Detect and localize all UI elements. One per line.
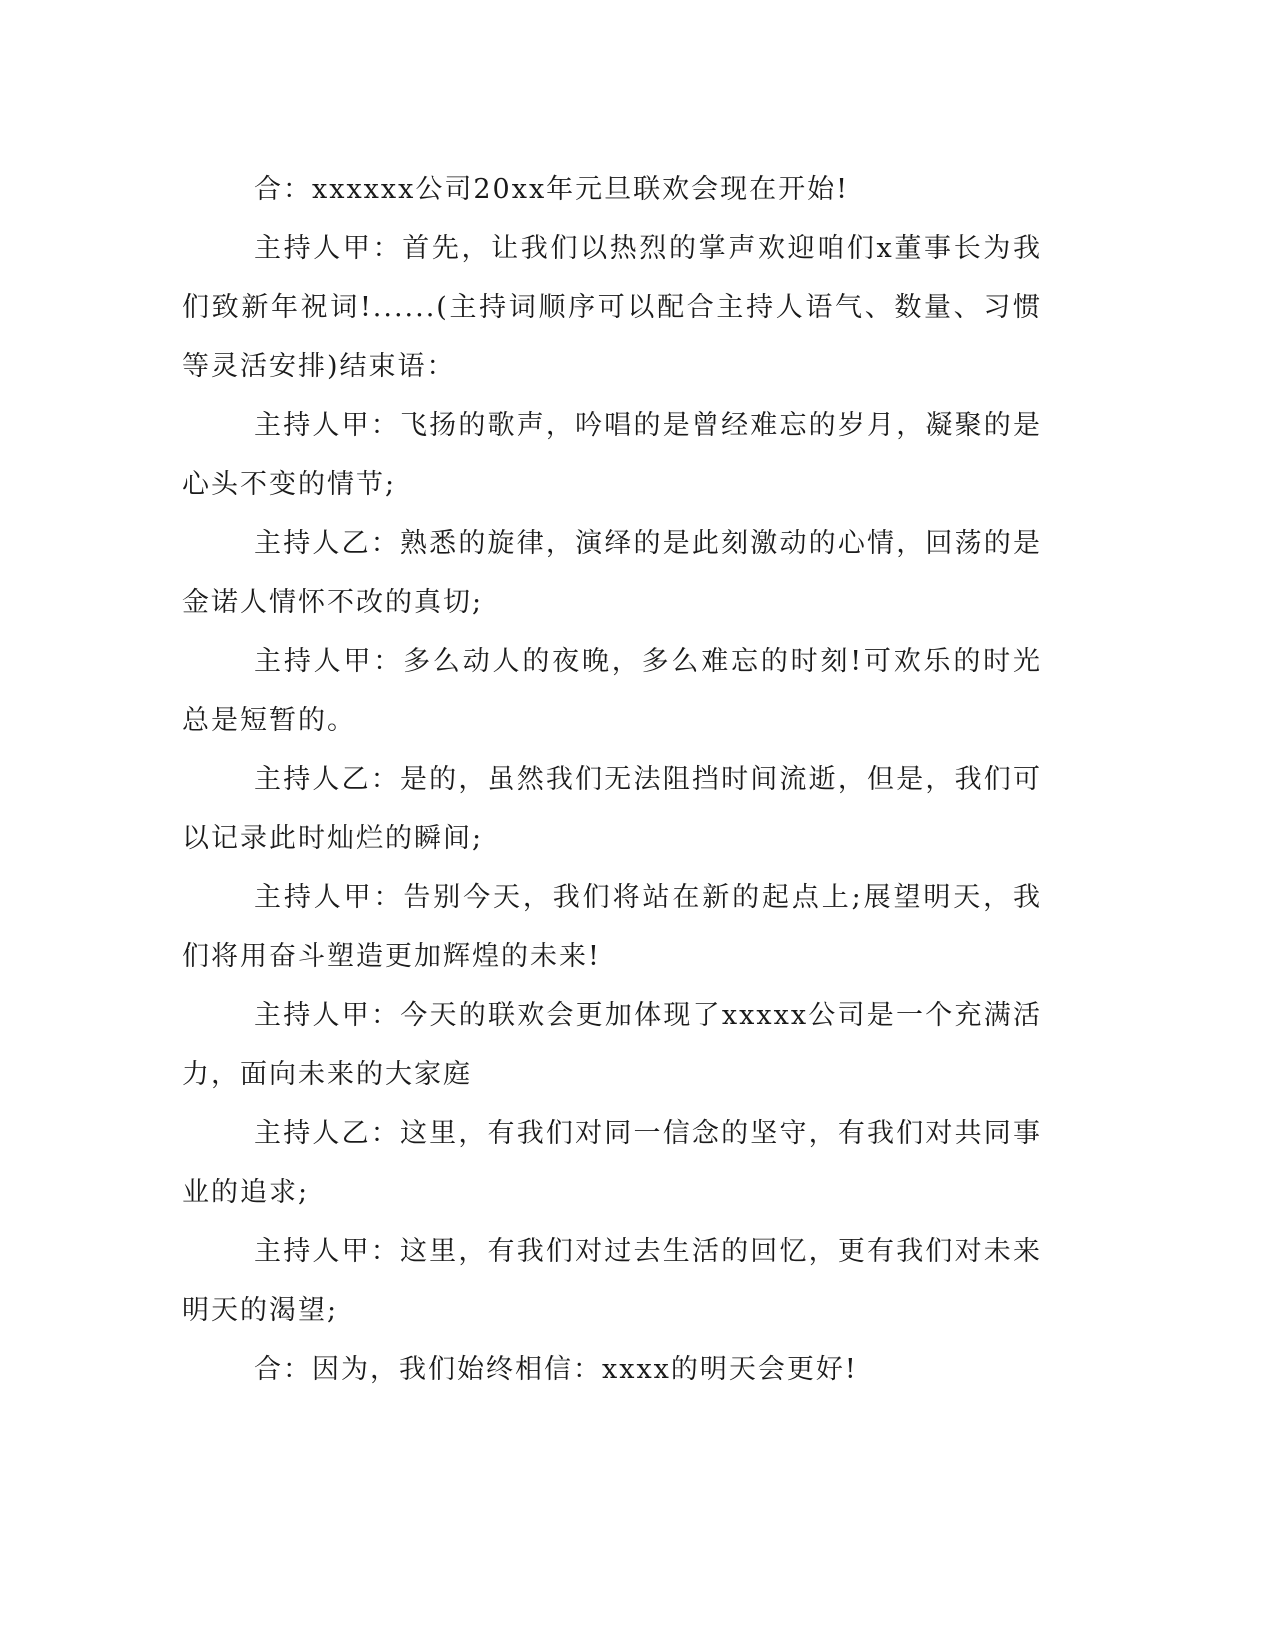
paragraph: 主持人甲：今天的联欢会更加体现了xxxxx公司是一个充满活力，面向未来的大家庭 — [182, 1000, 1042, 1090]
paragraph: 合：xxxxxx公司20xx年元旦联欢会现在开始! — [254, 174, 850, 205]
paragraph: 主持人乙：熟悉的旋律，演绎的是此刻激动的心情，回荡的是金诺人情怀不改的真切; — [182, 528, 1042, 618]
paragraph: 主持人甲：这里，有我们对过去生活的回忆，更有我们对未来明天的渴望; — [182, 1236, 1042, 1326]
paragraph: 合：因为，我们始终相信：xxxx的明天会更好! — [254, 1354, 858, 1385]
paragraph: 主持人甲：多么动人的夜晚，多么难忘的时刻!可欢乐的时光总是短暂的。 — [182, 646, 1042, 736]
paragraph: 主持人乙：这里，有我们对同一信念的坚守，有我们对共同事业的追求; — [182, 1118, 1042, 1208]
paragraph: 主持人甲：首先，让我们以热烈的掌声欢迎咱们x董事长为我们致新年祝词!......(主持词顺序可以配合主持人语气、数量、习惯等灵活安排)结束语： — [182, 233, 1042, 382]
paragraph: 主持人乙：是的，虽然我们无法阻挡时间流逝，但是，我们可以记录此时灿烂的瞬间; — [182, 764, 1042, 854]
paragraph: 主持人甲：飞扬的歌声，吟唱的是曾经难忘的岁月，凝聚的是心头不变的情节; — [182, 410, 1042, 500]
paragraph: 主持人甲：告别今天，我们将站在新的起点上;展望明天，我们将用奋斗塑造更加辉煌的未来! — [182, 882, 1042, 972]
document-body — [182, 160, 1042, 1399]
